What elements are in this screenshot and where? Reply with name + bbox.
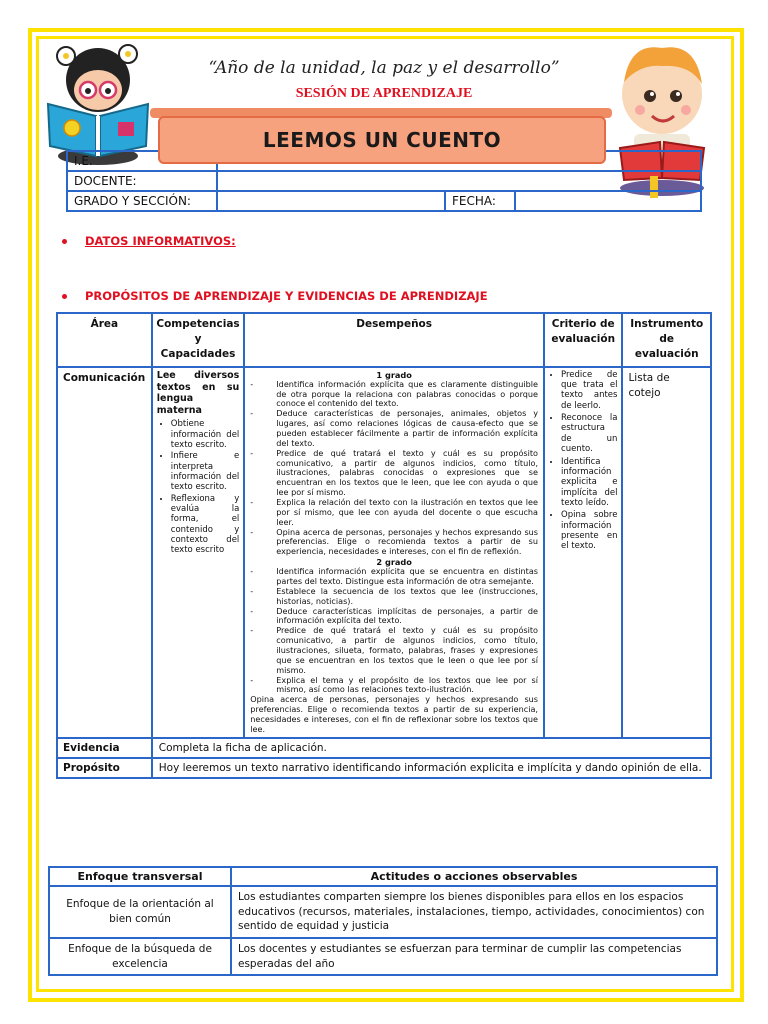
desempeno-text: Predice de qué tratará el texto y cuál es su propósito comunicativo, a partir de algunos indicios, como título, ilustraciones, palabras conocidas o expresiones que se encuentran en los textos que le leen, que lee con ayuda o que lee por sí mismo. xyxy=(276,447,539,498)
desempeno-item: - Explica el tema y el propósito de los textos que lee por sí mismo, así como las relaciones texto-ilustración. xyxy=(250,674,539,695)
enfoque-name: Enfoque de la orientación al bien común xyxy=(49,886,231,938)
fecha-label-cell xyxy=(445,191,515,211)
desempeno-item: - Predice de qué tratará el texto y cuál es su propósito comunicativo, a partir de algunos indicios, como título, ilustraciones, silueta, formato, palabras, frases y expresiones que se encuentran en los textos que le leen o que lee por sí mismo. xyxy=(250,625,539,675)
evidencia-row xyxy=(57,738,711,758)
desempeno-text: Identifica información explícita que se encuentra en distintas partes del texto. Distingue esta información de otra semejante. xyxy=(276,566,539,586)
section-datos xyxy=(62,234,236,248)
grado-label: GRADO Y SECCIÓN: xyxy=(74,194,191,208)
desempeno-text: Explica el tema y el propósito de los textos que lee por sí mismo, así como las relaciones texto-ilustración. xyxy=(276,674,539,695)
enfoque-header-right: Actitudes o acciones observables xyxy=(231,867,717,886)
header-instrumento: Instrumento de evaluación xyxy=(622,313,711,367)
criterio-item: • Reconoce la estructura de un cuento. xyxy=(561,413,617,454)
enfoque-row xyxy=(49,886,717,938)
criterio-item: • Opina sobre información presente en el texto. xyxy=(561,510,617,551)
desempeno-item: - Deduce características implícitas de personajes, a partir de información explícita del texto. xyxy=(250,605,539,626)
proposito-label: Propósito xyxy=(57,758,152,778)
section-propositos xyxy=(62,289,488,303)
desempeno-item: - Opina acerca de personas, personajes y hechos expresando sus preferencias. Elige o recomienda textos a partir de su experiencia, necesidades e intereses, con el fin de reflexión. xyxy=(250,526,539,557)
proposito-value: Hoy leeremos un texto narrativo identificando información explicita e implícita y dando opinión de ella. xyxy=(152,758,711,778)
grado1-label: 1 grado xyxy=(376,369,412,380)
desempeno-text: Deduce características implícitas de personajes, a partir de información explícita del texto. xyxy=(276,605,539,626)
capacidad-item: • Reflexiona y evalúa la forma, el contenido y contexto del texto escrito xyxy=(171,494,240,556)
desempeno-item: - Identifica información explícita que es claramente distinguible de otra porque la relaciona con palabras conocidas o porque conoce el contenido del texto. xyxy=(250,378,539,409)
title-banner xyxy=(158,116,606,164)
fecha-value-cell xyxy=(515,191,701,211)
evidencia-label: Evidencia xyxy=(57,738,152,758)
session-label: SESIÓN DE APRENDIZAJE xyxy=(295,86,473,101)
enfoque-name: Enfoque de la búsqueda de excelencia xyxy=(49,938,231,975)
desempeno-item: - Deduce características de personajes, animales, objetos y lugares, así como relaciones lógicas de causa-efecto que se pueden establecer fácilmente a partir de información explícita del texto. xyxy=(250,408,539,448)
criterio-item: • Identifica información explicita e implícita del texto leído. xyxy=(561,457,617,509)
docente-label: DOCENTE: xyxy=(74,174,137,188)
enfoque-actitud: Los docentes y estudiantes se esfuerzan para terminar de cumplir las competencias esperadas del año xyxy=(231,938,717,975)
bullet-dot xyxy=(62,294,67,299)
enfoque-actitud: Los estudiantes comparten siempre los bienes disponibles para ellos en los espacios educativos (recursos, materiales, instalaciones, tiempo, actividades, conocimientos) con sentido de equidad y justicia xyxy=(231,886,717,938)
desempeno-text: Opina acerca de personas, personajes y hechos expresando sus preferencias. Elige o recomienda textos a partir de su experiencia, necesidades e intereses, con el fin de reflexión. xyxy=(276,526,539,557)
enfoque-header-left: Enfoque transversal xyxy=(49,867,231,886)
desempeno-text: Identifica información explícita que es claramente distinguible de otra porque la relaciona con palabras conocidas o porque conoce el contenido del texto. xyxy=(276,378,539,409)
criterio-cell xyxy=(544,367,622,738)
session-title: LEEMOS UN CUENTO xyxy=(262,128,502,152)
desempeno-text: Predice de qué tratará el texto y cuál es su propósito comunicativo, a partir de algunos indicios, como título, ilustraciones, silueta, formato, palabras, frases y expresiones que se encuentran en los textos que le leen o que lee por sí mismo. xyxy=(276,625,539,675)
grado2-label: 2 grado xyxy=(376,557,412,568)
enfoque-row xyxy=(49,938,717,975)
desempeno-tail: Opina acerca de personas, personajes y hechos expresando sus preferencias. Elige o recomienda textos a partir de su experiencia, necesidades e intereses, con el fin de reflexionar sobre los textos que lee. xyxy=(250,694,539,734)
fecha-label: FECHA: xyxy=(452,194,496,208)
enfoque-header xyxy=(49,867,717,886)
competencia-title: Lee diversos textos en su lengua materna xyxy=(156,369,240,417)
capacidad-item: • Infiere e interpreta información del texto escrito. xyxy=(171,451,240,492)
learning-table xyxy=(56,312,712,779)
criterio-list xyxy=(549,370,617,552)
area-cell: Comunicación xyxy=(57,367,152,738)
desempeno-text: Deduce características de personajes, animales, objetos y lugares, así como relaciones lógicas de causa-efecto que se pueden establecer fácilmente a partir de información explícita del texto. xyxy=(276,408,539,448)
desempeno-text: Explica la relación del texto con la ilustración en textos que lee por sí mismo, que lee con ayuda del docente o que escucha leer. xyxy=(276,496,539,527)
desempenos-cell xyxy=(244,367,544,738)
capacidades-list xyxy=(157,419,240,556)
desempeno-item: - Predice de qué tratará el texto y cuál es su propósito comunicativo, a partir de algunos indicios, como título, ilustraciones, palabras conocidas o expresiones que se encuentran en los textos que le leen, que lee con ayuda o que lee por sí mismo. xyxy=(250,447,539,498)
year-motto: “Año de la unidad, la paz y el desarrollo” xyxy=(208,58,560,78)
criterio-item: • Predice de que trata el texto antes de leerlo. xyxy=(561,370,617,411)
desempeno-item: - Establece la secuencia de los textos que lee (instrucciones, historias, noticias). xyxy=(250,585,539,606)
enfoque-table xyxy=(48,866,718,976)
header-desempenos: Desempeños xyxy=(244,313,544,367)
proposito-row xyxy=(57,758,711,778)
docente-value-cell xyxy=(217,171,701,191)
learning-table-row xyxy=(57,367,711,738)
desempeno-item: - Explica la relación del texto con la ilustración en textos que lee por sí mismo, que lee con ayuda del docente o que escucha leer. xyxy=(250,496,539,527)
section-propositos-label: PROPÓSITOS DE APRENDIZAJE Y EVIDENCIAS DE APRENDIZAJE xyxy=(85,289,488,303)
desempeno-text: Establece la secuencia de los textos que lee (instrucciones, historias, noticias). xyxy=(276,585,539,606)
evidencia-value: Completa la ficha de aplicación. xyxy=(152,738,711,758)
capacidad-item: • Obtiene información del texto escrito. xyxy=(171,419,240,450)
header-area: Área xyxy=(57,313,152,367)
header-criterio: Criterio de evaluación xyxy=(544,313,622,367)
instrumento-cell: Lista de cotejo xyxy=(622,367,711,738)
grado-value-cell xyxy=(217,191,445,211)
bullet-dot xyxy=(62,239,67,244)
section-datos-label: DATOS INFORMATIVOS: xyxy=(85,234,236,248)
header-competencias: Competencias y Capacidades xyxy=(152,313,245,367)
learning-table-header xyxy=(57,313,711,367)
desempeno-item: - Identifica información explícita que se encuentra en distintas partes del texto. Distingue esta información de otra semejante. xyxy=(250,566,539,586)
docente-label-cell xyxy=(67,171,217,191)
competencia-cell xyxy=(152,367,245,738)
ie-label: I.E. xyxy=(74,154,93,168)
grado-label-cell xyxy=(67,191,217,211)
